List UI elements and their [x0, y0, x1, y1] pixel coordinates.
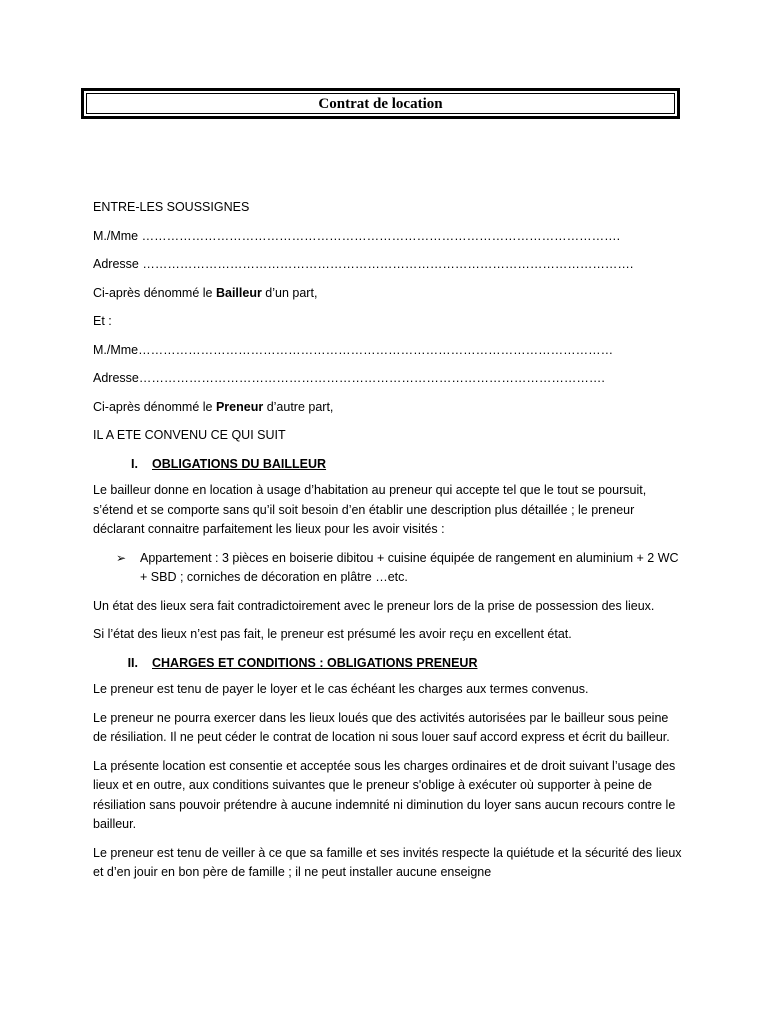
preneur-prefix: Ci-après dénommé le: [93, 399, 216, 414]
section2-paragraph-1: Le preneur est tenu de payer le loyer et le cas échéant les charges aux termes convenus.: [93, 682, 589, 696]
section2-paragraph-2: Le preneur ne pourra exercer dans les lieux loués que des activités autorisées par le bailleur sous peine de résiliation. Il ne peut céder le contrat de location ni sous louer sauf accord express et écrit du bailleur.: [93, 710, 670, 744]
bailleur-prefix: Ci-après dénommé le: [93, 285, 216, 300]
party1-address-line: Adresse ……………………………………………………………………………………………………….: [93, 257, 634, 271]
page-title: Contrat de location: [318, 96, 443, 112]
et-line: Et :: [93, 314, 112, 328]
bailleur-term: Bailleur: [215, 285, 262, 300]
section1-paragraph-1: Le bailleur donne en location à usage d’habitation au preneur qui accepte tel que le tout se poursuit, s’étend et se comporte sans qu’il soit besoin d’en établir une description plus détaillée ; le preneur déclarant connaitre parfaitement les lieux pour les avoir visités :: [93, 483, 647, 536]
bailleur-designation: [93, 284, 683, 304]
section2-number: II.: [127, 655, 138, 670]
preneur-term: Preneur: [215, 399, 264, 414]
bailleur-suffix: d’un part,: [261, 285, 318, 300]
section2-paragraph-3: La présente location est consentie et acceptée sous les charges ordinaires et de droit suivant l’usage des lieux et en outre, aux conditions suivantes que le preneur s'oblige à exécuter où supporter à peine de résiliation sans pouvoir prétendre à aucune indemnité ni diminution du loyer sans aucun recours contre le bailleur.: [93, 758, 676, 831]
section2-heading: [93, 654, 683, 674]
title-box: [81, 88, 680, 119]
party2-name-line: M./Mme……………………………………………………………………………………………………: [93, 342, 614, 357]
section2-paragraph-4: Le preneur est tenu de veiller à ce que sa famille et ses invités respecte la quiétude et la sécurité des lieux et d’en jouir en bon père de famille ; il ne peut installer aucune enseigne: [93, 845, 682, 879]
party2-address-line: Adresse………………………………………………………………………………………………….: [93, 371, 605, 385]
party1-name-line: M./Mme …………………………………………………………………………………………………….: [93, 228, 621, 243]
preneur-designation: [93, 398, 683, 418]
convenu-line: IL A ETE CONVENU CE QUI SUIT: [93, 428, 286, 442]
parties-intro: ENTRE-LES SOUSSIGNES: [93, 200, 250, 214]
section1-paragraph-2: Un état des lieux sera fait contradictoirement avec le preneur lors de la prise de possession des lieux.: [93, 598, 655, 613]
preneur-suffix: d’autre part,: [263, 399, 334, 414]
section2-title: CHARGES ET CONDITIONS : OBLIGATIONS PRENEUR: [152, 655, 478, 670]
arrow-bullet-icon: ➢: [116, 550, 127, 565]
section1-heading: [93, 455, 683, 475]
section1-title: OBLIGATIONS DU BAILLEUR: [152, 456, 327, 471]
section1-number: I.: [131, 456, 138, 471]
section1-bullet-item: [93, 549, 683, 588]
section1-paragraph-3: Si l’état des lieux n’est pas fait, le preneur est présumé les avoir reçu en excellent état.: [93, 627, 572, 641]
contract-body: [93, 198, 683, 892]
section1-bullet-text: Appartement : 3 pièces en boiserie dibitou + cuisine équipée de rangement en aluminium + 2 WC + SBD ; corniches de décoration en plâtre …etc.: [140, 550, 679, 584]
